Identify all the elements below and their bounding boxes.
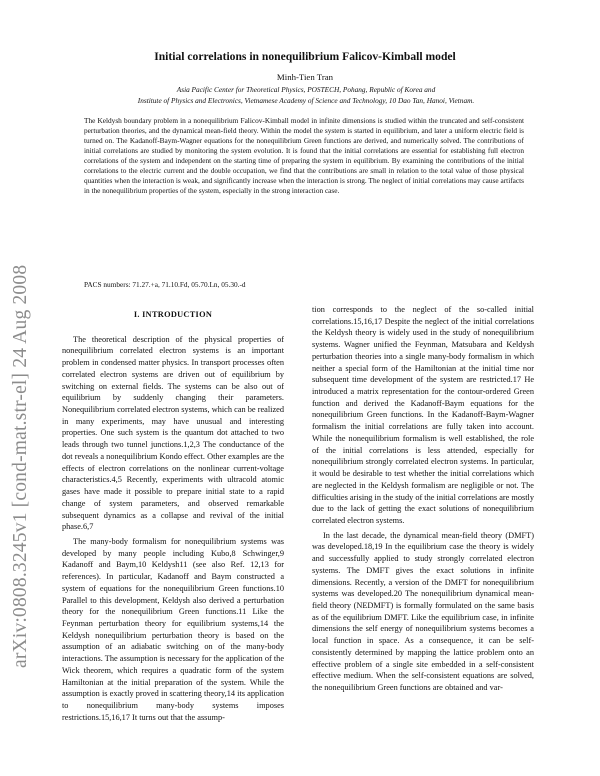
left-column bbox=[62, 309, 284, 769]
paper-title: Initial correlations in nonequilibrium Falicov-Kimball model bbox=[154, 50, 456, 63]
abstract: The Keldysh boundary problem in a nonequilibrium Falicov-Kimball model in infinite dimensions is studied within the truncated and self-consistent perturbation theories, and the dynamical mean-field theory. Within the model the system is started in equilibrium, and later a uniform electric field is turned on. The Kadanoff-Baym-Wagner equations for the nonequilibrium Green functions are derived, and numerically solved. The contributions of initial correlations are studied by monitoring the system evolution. It is found that the initial correlations are essential for establishing full electron correlations of the system and independent on the starting time of preparing the system in equilibrium. By examining the contributions of the initial correlations to the electric current and the double occupation, we find that the contributions are small in relation to the total value of those physical quantities when the interaction is weak, and significantly increase when the interaction is strong. The neglect of initial correlations may cause artifacts in the nonequilibrium properties of the system, especially in the strong interaction case. bbox=[84, 116, 524, 196]
affiliation-1: Asia Pacific Center for Theoretical Physics, POSTECH, Pohang, Republic of Korea and bbox=[176, 85, 436, 94]
section-heading-introduction: I. INTRODUCTION bbox=[133, 310, 213, 319]
intro-paragraph-2: The many-body formalism for nonequilibrium systems was developed by many people including Kubo,8 Schwinger,9 Kadanoff and Baym,10 Keldysh11 (see also Ref. 12,13 for references). In particular, Kadanoff and Baym constructed a system of equations for the nonequilibrium Green functions.10 Parallel to this development, Keldysh also derived a perturbation theory for the nonequilibrium Green functions.11 Like the Feynman perturbation theory for equilibrium systems,14 the Keldysh nonequilibrium perturbation theory is based on the assumption of an adiabatic switching on of the many-body interactions. The assumption is necessary for the application of the Wick theorem, which requires a quadratic form of the system Hamiltonian at the initial preparation of the system. While the assumption is exactly proved in scattering theory,14 its application to nonequilibrium many-body systems imposes restrictions.15,16,17 It turns out that the assump- bbox=[62, 536, 284, 722]
right-column bbox=[312, 304, 534, 764]
author-name: Minh-Tien Tran bbox=[276, 72, 334, 82]
intro-paragraph-4: In the last decade, the dynamical mean-field theory (DMFT) was developed.18,19 In the equilibrium case the theory is widely and successfully applied to study strongly correlated electron systems. The DMFT gives the exact solutions in infinite dimensions. Recently, a version of the DMFT for nonequilibrium systems was developed.20 The nonequilibrium dynamical mean-field theory (NEDMFT) is formally formulated on the same basis as of the equilibrium DMFT. Like the equilibrium case, in infinite dimensions the self energy of nonequilibrium systems becomes a local function in space. As a consequence, it can be self-consistently determined by mapping the lattice problem onto an effective problem of a single site embedded in a self-consistent effective medium. When the self-consistent equations are solved, the nonequilibrium Green functions are obtained and var- bbox=[312, 530, 534, 692]
arxiv-identifier-stamp[interactable]: arXiv:0808.3245v1 [cond-mat.str-el] 24 Aug 2008 bbox=[10, 264, 31, 668]
affiliation-2: Institute of Physics and Electronics, Vietnamese Academy of Science and Technology, 10 Dao Tan, Hanoi, Vietnam. bbox=[137, 96, 475, 105]
intro-paragraph-3: tion corresponds to the neglect of the so-called initial correlations.15,16,17 Despite the neglect of the initial correlations the Keldysh theory is widely used in the study of nonequilibrium systems. Wagner unified the Feynman, Matsubara and Keldysh perturbation theories into a single many-body formalism in which neither a special form of the Hamiltonian at the initial time nor subsequent time development of the system are restricted.17 He introduced a matrix representation for the contour-ordered Green function and derived the Kadanoff-Baym equations for the nonequilibrium Green functions. In the Kadanoff-Baym-Wagner formalism the initial correlations are fully taken into account. While the nonequilibrium formalism is well established, the role of the initial correlations is less attended, especially for nonequilibrium strongly correlated electron systems. In particular, it would be desirable to test whether the initial correlations which are neglected in the Keldysh formalism are negligible or not. The difficulties arising in the study of the initial correlations are mostly due to the lack of getting the exact solutions of nonequilibrium correlated electron systems. bbox=[312, 305, 534, 525]
pacs-numbers: PACS numbers: 71.27.+a, 71.10.Fd, 05.70.Ln, 05.30.-d bbox=[84, 280, 246, 289]
intro-paragraph-1: The theoretical description of the physical properties of nonequilibrium correlated electron systems is an important problem in condensed matter physics. In transport processes often correlated electron systems are driven out of equilibrium by switching on external fields. The systems can be also out of equilibrium by suddenly changing their parameters. Nonequilibrium correlated electron systems, which can be realized in many experiments, may have unusual and interesting properties. One such system is the quantum dot attached to two leads through two tunnel junctions.1,2,3 The conductance of the dot reveals a nonequilibrium Kondo effect. Other examples are the effects of electron correlations on the nonlinear current-voltage characteristics.4,5 Recently, experiments with ultracold atomic gases have made it possible to prepare initial state to a rapid change of system parameters, and observed remarkable subsequent dynamics as a collapse and revival of the initial phase.6,7 bbox=[62, 334, 284, 532]
